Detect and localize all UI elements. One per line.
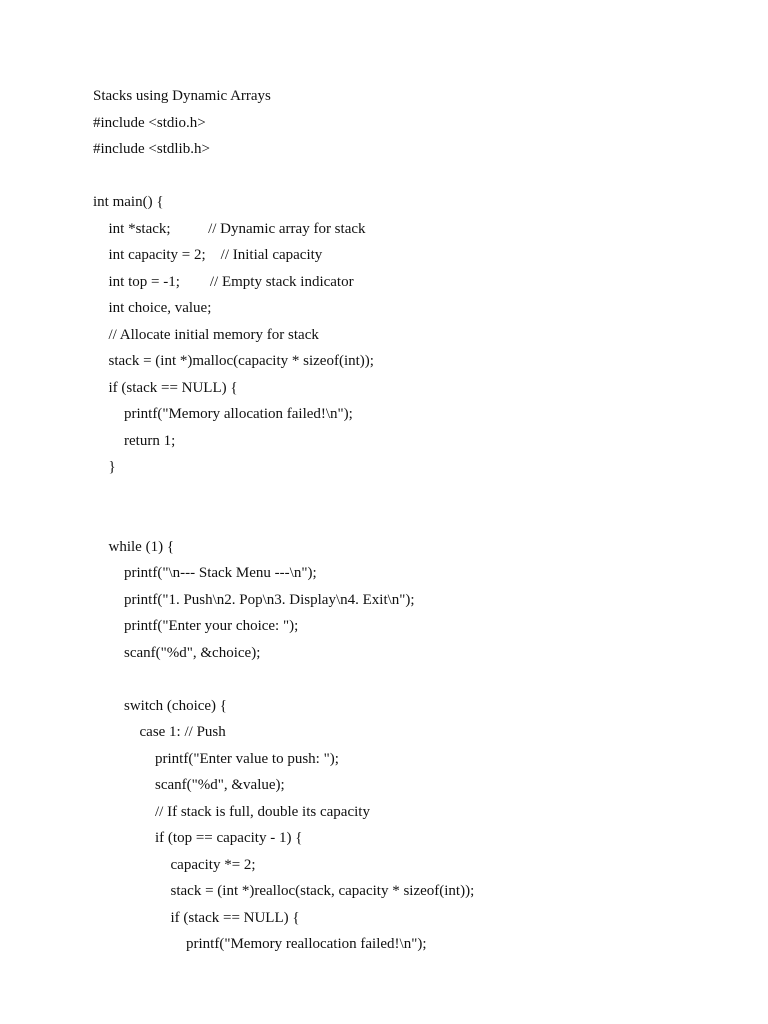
code-line: scanf("%d", &choice);	[124, 644, 261, 661]
code-line: int capacity = 2; // Initial capacity	[108, 247, 323, 263]
code-line: scanf("%d", &value);	[155, 777, 285, 793]
code-line: return 1;	[124, 432, 176, 449]
code-line: int choice, value;	[108, 300, 212, 316]
code-line: printf("Enter value to push: ");	[155, 750, 339, 767]
code-line: #include <stdio.h>	[93, 114, 206, 131]
code-line: stack = (int *)realloc(stack, capacity * sizeof(int));	[170, 883, 475, 899]
code-line: #include <stdlib.h>	[93, 141, 210, 157]
code-line: printf("\n--- Stack Menu ---\n");	[124, 565, 317, 581]
code-line: printf("Memory allocation failed!\n");	[124, 406, 353, 422]
code-line: stack = (int *)malloc(capacity * sizeof(int));	[108, 353, 374, 369]
code-line: printf("Memory reallocation failed!\n");	[186, 936, 427, 952]
code-line: }	[108, 459, 116, 475]
code-line: capacity *= 2;	[170, 856, 256, 873]
code-line: if (top == capacity - 1) {	[155, 830, 303, 846]
code-line: int main() {	[93, 194, 164, 210]
code-line: int *stack; // Dynamic array for stack	[108, 220, 366, 237]
code-line: switch (choice) {	[124, 697, 227, 714]
document-title: Stacks using Dynamic Arrays	[93, 88, 271, 104]
code-line: if (stack == NULL) {	[108, 379, 238, 396]
code-line: while (1) {	[108, 538, 175, 555]
code-line: printf("1. Push\n2. Pop\n3. Display\n4. Exit\n");	[124, 591, 415, 608]
code-line: // If stack is full, double its capacity	[155, 803, 370, 820]
code-line: printf("Enter your choice: ");	[124, 618, 299, 634]
code-line: int top = -1; // Empty stack indicator	[108, 273, 354, 290]
code-line: case 1: // Push	[139, 724, 226, 740]
code-line: if (stack == NULL) {	[170, 909, 300, 926]
code-line: // Allocate initial memory for stack	[108, 326, 319, 343]
